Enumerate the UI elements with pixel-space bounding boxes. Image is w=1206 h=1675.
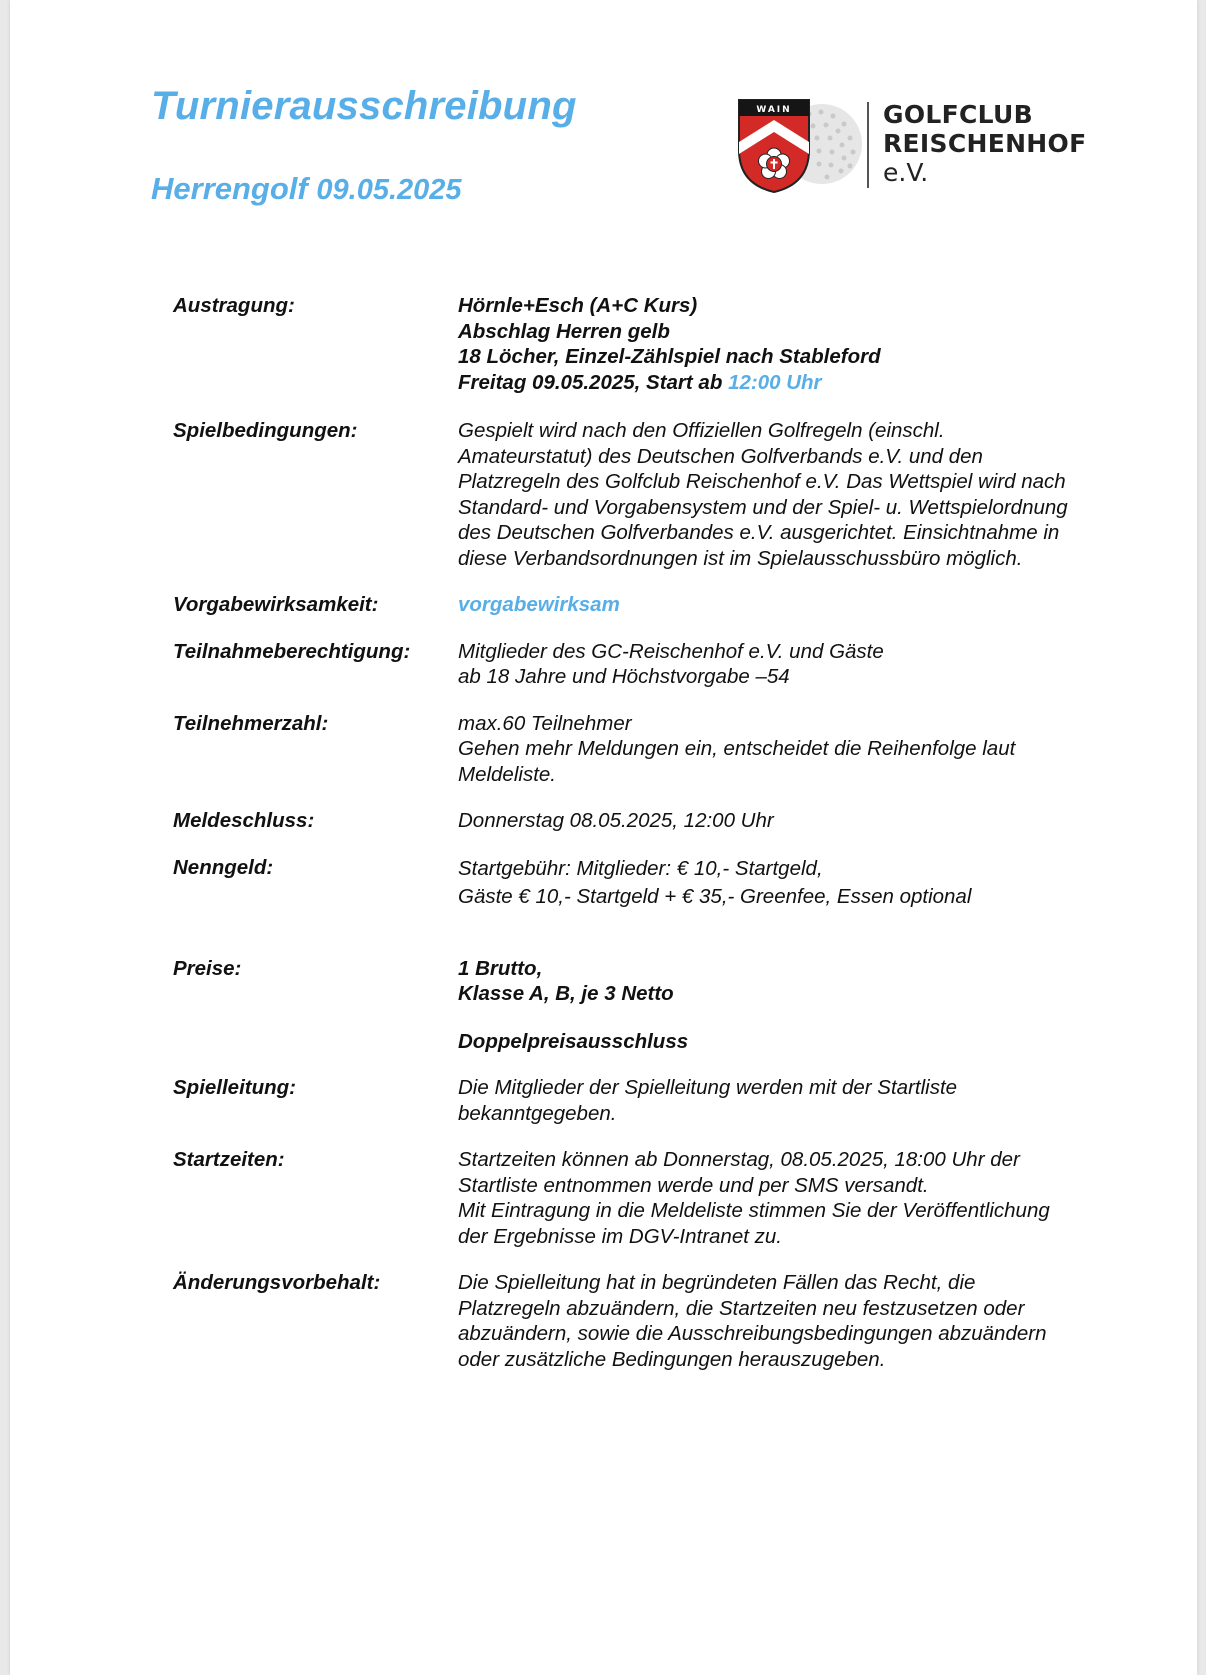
value-line: Klasse A, B, je 3 Netto bbox=[458, 982, 674, 1005]
section-label: Meldeschluss: bbox=[173, 809, 315, 832]
section-value: vorgabewirksam bbox=[458, 593, 620, 616]
section-spielbedingungen bbox=[173, 418, 1133, 571]
value-line: ab 18 Jahre und Höchstvorgabe –54 bbox=[458, 665, 790, 688]
section-meldeschluss bbox=[173, 808, 1133, 834]
value-line: Startzeiten können ab Donnerstag, 08.05.2025, 18:00 Uhr der bbox=[458, 1148, 1020, 1171]
value-line: Mit Eintragung in die Meldeliste stimmen Sie der Veröffentlichung bbox=[458, 1199, 1050, 1222]
logo-divider bbox=[867, 102, 869, 188]
section-label: Startzeiten: bbox=[173, 1148, 285, 1171]
value-line: diese Verbandsordnungen ist im Spielausschussbüro möglich. bbox=[458, 546, 1023, 570]
section-preise bbox=[173, 956, 1133, 1055]
tournament-details bbox=[173, 293, 1133, 1372]
section-label: Teilnahmeberechtigung: bbox=[173, 639, 411, 663]
logo-line-reischenhof: REISCHENHOF bbox=[883, 129, 1087, 158]
section-label: Austragung: bbox=[173, 294, 295, 317]
section-startzeiten bbox=[173, 1147, 1133, 1249]
svg-text:WAIN: WAIN bbox=[756, 105, 792, 115]
value-line: des Deutschen Golfverbandes e.V. ausgerichtet. Einsichtnahme in bbox=[458, 521, 1060, 544]
logo-line-golfclub: GOLFCLUB bbox=[883, 100, 1033, 129]
club-logo bbox=[737, 98, 1097, 198]
value-line: der Ergebnisse im DGV-Intranet zu. bbox=[458, 1224, 782, 1248]
section-label: Spielbedingungen: bbox=[173, 419, 358, 442]
value-line: Gäste € 10,- Startgeld + € 35,- Greenfee, Essen optional bbox=[458, 884, 972, 908]
value-line: Platzregeln abzuändern, die Startzeiten neu festzusetzen oder bbox=[458, 1296, 1025, 1320]
value-line: 1 Brutto, bbox=[458, 956, 543, 980]
value-line: Standard- und Vorgabensystem und der Spiel- u. Wettspielordnung bbox=[458, 495, 1068, 519]
section-label: Änderungsvorbehalt: bbox=[173, 1271, 381, 1294]
section-label: Spielleitung: bbox=[173, 1076, 296, 1099]
section-value bbox=[458, 1147, 1133, 1249]
section-vorgabewirksamkeit bbox=[173, 592, 1133, 618]
section-teilnahmeberechtigung bbox=[173, 639, 1133, 690]
value-line: Meldeliste. bbox=[458, 762, 556, 786]
section-value bbox=[458, 1270, 1133, 1372]
value-line: Gespielt wird nach den Offiziellen Golfregeln (einschl. bbox=[458, 419, 945, 442]
value-line: abzuändern, sowie die Ausschreibungsbedingungen abzuändern bbox=[458, 1322, 1047, 1345]
section-value: Donnerstag 08.05.2025, 12:00 Uhr bbox=[458, 809, 774, 832]
section-label: Teilnehmerzahl: bbox=[173, 711, 329, 735]
value-line: Platzregeln des Golfclub Reischenhof e.V. Das Wettspiel wird nach bbox=[458, 470, 1066, 493]
logo-line-ev: e.V. bbox=[883, 158, 929, 187]
start-time: 12:00 Uhr bbox=[728, 370, 822, 394]
spacer bbox=[458, 1007, 1133, 1029]
section-label: Vorgabewirksamkeit: bbox=[173, 593, 379, 616]
subtitle-event-name: Herrengolf bbox=[151, 171, 308, 206]
value-line: 18 Löcher, Einzel-Zählspiel nach Stableford bbox=[458, 345, 881, 368]
value-line: Amateurstatut) des Deutschen Golfverbands e.V. und den bbox=[458, 444, 983, 468]
logo-text bbox=[883, 100, 1086, 187]
value-line: Hörnle+Esch (A+C Kurs) bbox=[458, 294, 698, 317]
section-value bbox=[458, 293, 1133, 395]
date-prefix: Freitag 09.05.2025, Start ab bbox=[458, 370, 729, 394]
document-title: Turnierausschreibung bbox=[151, 84, 577, 128]
section-spielleitung bbox=[173, 1075, 1133, 1126]
value-line: Gehen mehr Meldungen ein, entscheidet die Reihenfolge laut bbox=[458, 737, 1016, 760]
value-line: max.60 Teilnehmer bbox=[458, 711, 632, 735]
section-aenderungsvorbehalt bbox=[173, 1270, 1133, 1372]
value-line-date bbox=[458, 370, 1133, 396]
section-value bbox=[458, 711, 1133, 788]
section-label: Nenngeld: bbox=[173, 855, 274, 879]
subtitle-event-date: 09.05.2025 bbox=[316, 174, 462, 206]
value-line: oder zusätzliche Bedingungen herauszugeben. bbox=[458, 1347, 886, 1371]
section-nenngeld bbox=[173, 855, 1133, 911]
value-line: Die Mitglieder der Spielleitung werden mit der Startliste bbox=[458, 1076, 958, 1099]
section-teilnehmerzahl bbox=[173, 711, 1133, 788]
document-subtitle bbox=[151, 172, 462, 207]
document-page bbox=[10, 0, 1197, 1675]
section-value bbox=[458, 1075, 1133, 1126]
section-austragung bbox=[173, 293, 1133, 395]
value-line: Die Spielleitung hat in begründeten Fällen das Recht, die bbox=[458, 1271, 976, 1294]
value-line: Startgebühr: Mitglieder: € 10,- Startgeld, bbox=[458, 856, 823, 880]
section-value bbox=[458, 956, 1133, 1055]
value-line: Abschlag Herren gelb bbox=[458, 319, 670, 343]
section-value bbox=[458, 639, 1133, 690]
value-line: Mitglieder des GC-Reischenhof e.V. und Gäste bbox=[458, 639, 884, 663]
value-line-note: Doppelpreisausschluss bbox=[458, 1029, 689, 1053]
crest-golfball-icon bbox=[737, 98, 862, 193]
section-label: Preise: bbox=[173, 956, 242, 980]
section-value bbox=[458, 855, 1133, 911]
value-line: bekanntgegeben. bbox=[458, 1101, 617, 1125]
section-value bbox=[458, 418, 1133, 571]
value-line: Startliste entnommen werde und per SMS versandt. bbox=[458, 1173, 929, 1197]
